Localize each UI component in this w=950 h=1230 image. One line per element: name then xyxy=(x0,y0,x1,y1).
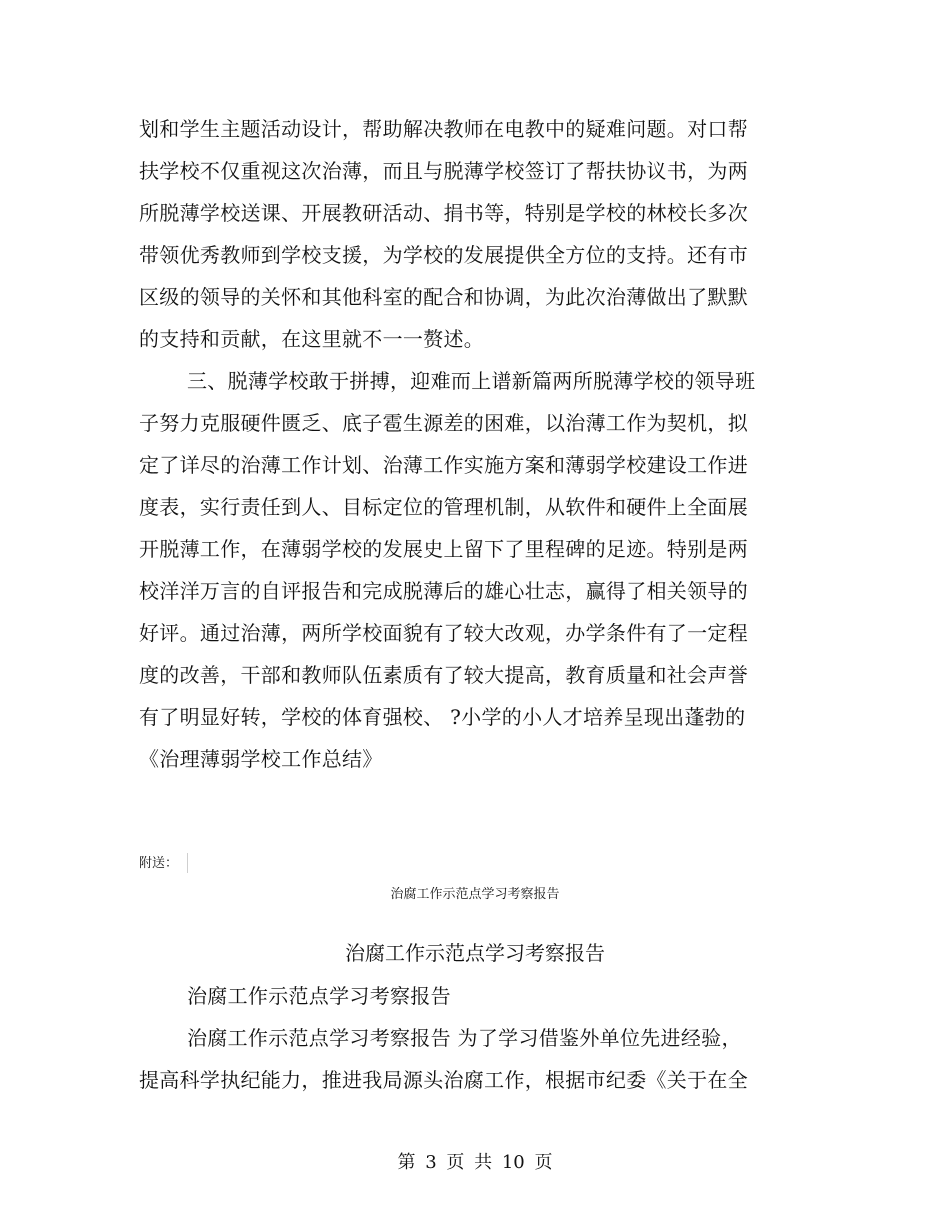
appendix-line: 治腐工作示范点学习考察报告 xyxy=(187,984,451,1008)
body-line: 划和学生主题活动设计，帮助解决教师在电教中的疑难问题。对口帮 xyxy=(139,117,748,141)
body-line: 好评。通过治薄，两所学校面貌有了较大改观，办学条件有了一定程 xyxy=(139,621,748,645)
body-line: 所脱薄学校送课、开展教研活动、捐书等，特别是学校的林校长多次 xyxy=(139,201,748,225)
body-line: 的支持和贡献，在这里就不一一赘述。 xyxy=(139,327,485,351)
page-number-footer: 第 3 页 共 10 页 xyxy=(397,1152,553,1173)
body-line: 校洋洋万言的自评报告和完成脱薄后的雄心壮志，赢得了相关领导的 xyxy=(139,579,748,603)
appendix-line: 治腐工作示范点学习考察报告 为了学习借鉴外单位先进经验， xyxy=(187,1026,742,1050)
appendix-main-heading: 治腐工作示范点学习考察报告 xyxy=(345,941,605,965)
body-line: 扶学校不仅重视这次治薄，而且与脱薄学校签订了帮扶协议书，为两 xyxy=(139,159,748,183)
document-title-reference: 《治理薄弱学校工作总结》 xyxy=(139,747,383,771)
appendix-line: 提高科学执纪能力，推进我局源头治腐工作，根据市纪委《关于在全 xyxy=(139,1068,748,1092)
appendix-label: 附送： xyxy=(139,856,179,871)
body-line: 度的改善，干部和教师队伍素质有了较大提高，教育质量和社会声誉 xyxy=(139,663,748,687)
appendix-divider xyxy=(187,853,188,873)
body-line: 有了明显好转，学校的体育强校、 ?小学的小人才培养呈现出蓬勃的 xyxy=(139,705,746,729)
body-line: 开脱薄工作，在薄弱学校的发展史上留下了里程碑的足迹。特别是两 xyxy=(139,537,748,561)
body-line: 度表，实行责任到人、目标定位的管理机制，从软件和硬件上全面展 xyxy=(139,495,748,519)
section-three-first-line: 三、脱薄学校敢于拼搏，迎难而上谱新篇两所脱薄学校的领导班 xyxy=(187,369,756,393)
body-line: 带领优秀教师到学校支援，为学校的发展提供全方位的支持。还有市 xyxy=(139,243,748,267)
body-line: 定了详尽的治薄工作计划、治薄工作实施方案和薄弱学校建设工作进 xyxy=(139,453,748,477)
appendix-small-heading: 治腐工作示范点学习考察报告 xyxy=(390,887,560,902)
body-line: 区级的领导的关怀和其他科室的配合和协调，为此次治薄做出了默默 xyxy=(139,285,748,309)
body-line: 子努力克服硬件匮乏、底子雹生源差的困难，以治薄工作为契机，拟 xyxy=(139,411,748,435)
